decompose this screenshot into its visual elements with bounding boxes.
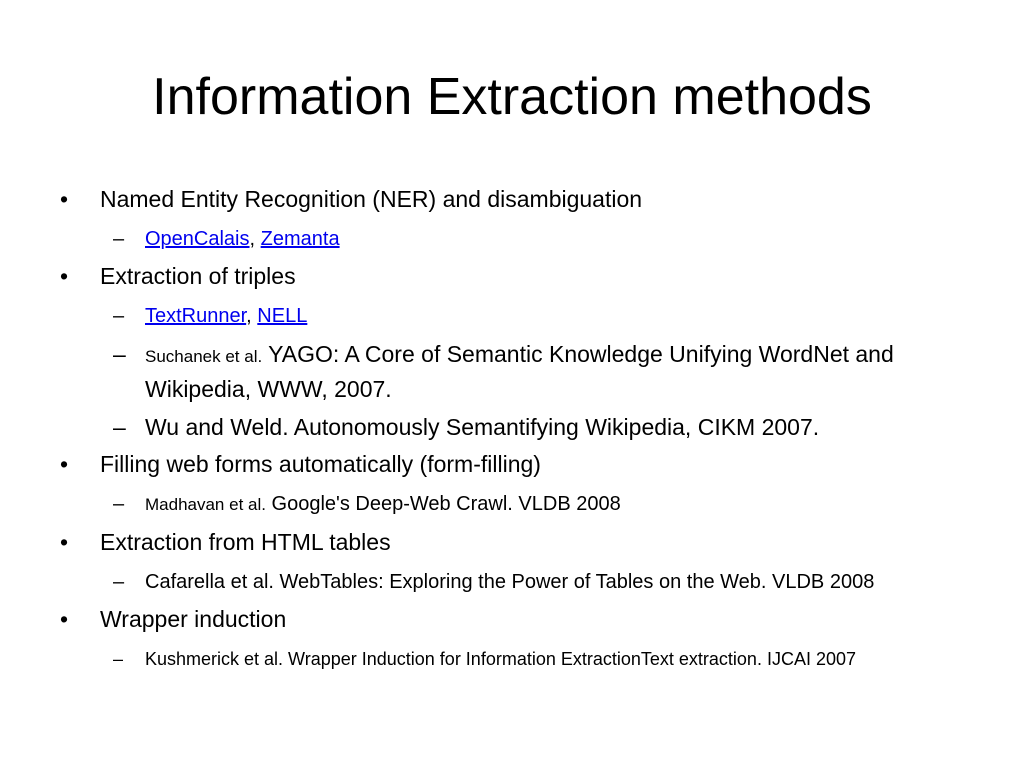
sub-bullet-item	[60, 643, 980, 675]
bullet-marker: •	[60, 451, 69, 477]
reference-text: Google's Deep-Web Crawl. VLDB 2008	[265, 493, 621, 515]
sub-bullet-marker: –	[113, 414, 126, 440]
sub-bullet-item	[60, 300, 980, 332]
separator: ,	[249, 228, 261, 250]
bullet-text: Filling web forms automatically (form-filling)	[100, 451, 541, 477]
sub-bullet-marker: –	[113, 571, 125, 593]
sub-bullet-item	[60, 566, 980, 598]
reference-text: Cafarella et al. WebTables: Exploring the Power of Tables on the Web. VLDB 2008	[145, 571, 875, 593]
sub-bullet-marker: –	[113, 493, 125, 515]
bullet-text: Extraction of triples	[100, 263, 296, 289]
bullet-item	[60, 604, 980, 634]
sub-bullet-marker: –	[113, 341, 126, 367]
sub-bullet-item	[60, 338, 980, 405]
bullet-text: Extraction from HTML tables	[100, 529, 391, 555]
reference-authors: Madhavan et al.	[145, 495, 266, 514]
zemanta-link[interactable]: Zemanta	[260, 228, 340, 250]
textrunner-link[interactable]: TextRunner	[145, 305, 247, 327]
bullet-text: Wrapper induction	[100, 606, 287, 632]
separator: ,	[246, 305, 258, 327]
slide-title: Information Extraction methods	[152, 68, 872, 126]
bullet-item	[60, 184, 980, 214]
opencalais-link[interactable]: OpenCalais	[145, 228, 250, 250]
reference-authors: Suchanek et al.	[145, 347, 263, 366]
bullet-marker: •	[60, 263, 69, 289]
reference-text: Wu and Weld. Autonomously Semantifying Wikipedia, CIKM 2007.	[145, 414, 820, 440]
sub-bullet-item	[60, 223, 980, 255]
sub-bullet-item	[60, 488, 980, 521]
bullet-text: Named Entity Recognition (NER) and disambiguation	[100, 186, 643, 212]
bullet-marker: •	[60, 186, 69, 212]
bullet-marker: •	[60, 529, 69, 555]
sub-bullet-marker: –	[113, 649, 124, 669]
bullet-item	[60, 449, 980, 479]
bullet-item	[60, 261, 980, 291]
reference-text: Kushmerick et al. Wrapper Induction for Information ExtractionText extraction. IJCAI 2007	[145, 649, 856, 669]
sub-bullet-marker: –	[113, 228, 125, 250]
sub-bullet-marker: –	[113, 305, 125, 327]
slide-body	[60, 184, 980, 681]
bullet-item	[60, 527, 980, 557]
reference-text: YAGO: A Core of Semantic Knowledge Unifying WordNet and Wikipedia, WWW, 2007.	[145, 341, 894, 402]
nell-link[interactable]: NELL	[257, 305, 308, 327]
bullet-marker: •	[60, 606, 69, 632]
sub-bullet-item	[60, 411, 980, 443]
